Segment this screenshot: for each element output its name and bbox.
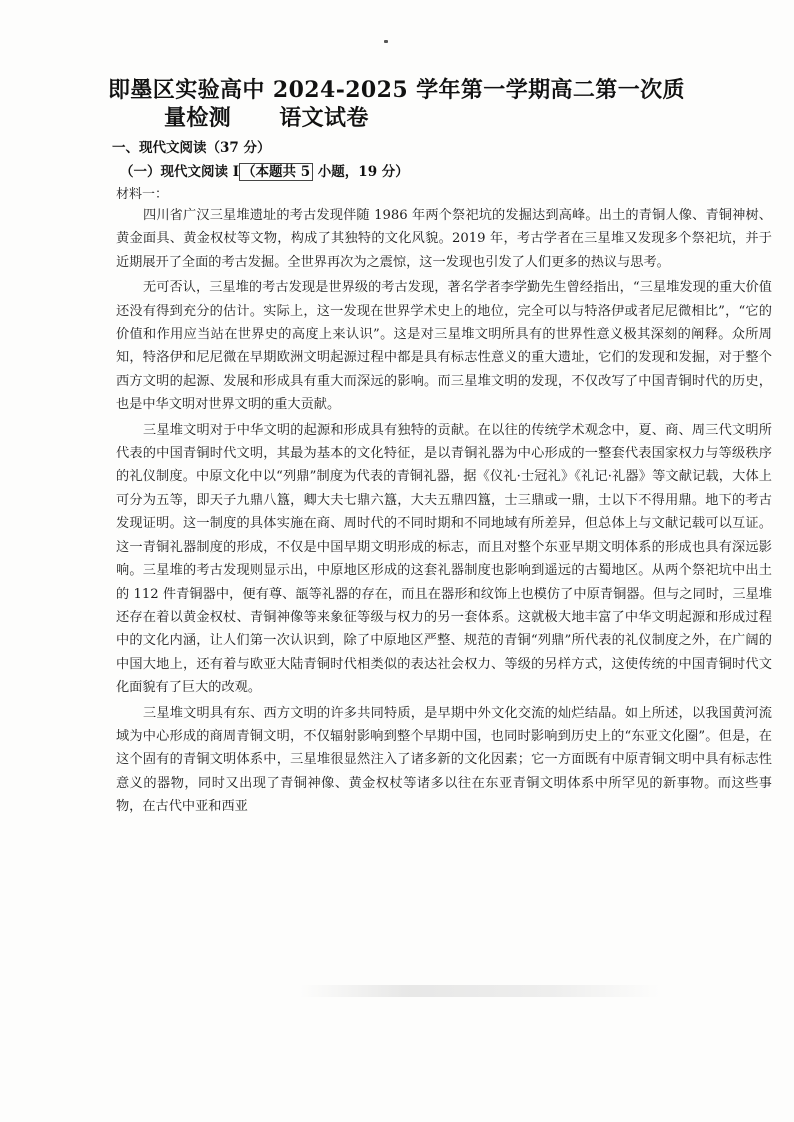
paragraph: 三星堆文明具有东、西方文明的许多共同特质，是早期中外文化交流的灿烂结晶。如上所述，以我国黄河流域为中心形成的商周青铜文明，不仅辐射影响到整个早期中国，也同时影响到历史上的“东亚文化圈”。但是，在这个固有的青铜文明体系中，三星堆很显然注入了诸多新的文化因素；它一方面既有中原青铜文明中具有标志性意义的器物，同时又出现了青铜神像、黄金权杖等诸多以往在东亚青铜文明体系中所罕见的新事物。而这些事物，在古代中亚和西亚 [116, 705, 772, 815]
scan-faded-strip [300, 985, 660, 997]
exam-title-part-b: 语文试卷 [279, 105, 369, 131]
exam-title-line2 [108, 104, 748, 132]
scan-speck [384, 40, 388, 43]
exam-title-line1: 即墨区实验高中 2024-2025 学年第一学期高二第一次质 [108, 77, 685, 103]
section-heading: 一、现代文阅读（37 分） [112, 140, 271, 156]
sub-heading-suffix: 小题，19 分） [313, 164, 409, 180]
material-label: 材料一： [116, 187, 169, 202]
sub-heading [120, 160, 409, 180]
paragraph: 无可否认，三星堆的考古发现是世界级的考古发现，著名学者李学勤先生曾经指出，“三星堆发现的重大价值还没有得到充分的估计。实际上，这一发现在世界学术史上的地位，完全可以与特洛伊或者尼尼微相比”，“它的价值和作用应当站在世界史的高度上来认识”。这是对三星堆文明所具有的世界性意义极其深刻的阐释。众所周知，特洛伊和尼尼微在早期欧洲文明起源过程中都是具有标志性意义的重大遗址，它们的发现和发掘，对于整个西方文明的起源、发展和形成具有重大而深远的影响。而三星堆文明的发现，不仅改写了中国青铜时代的历史，也是中华文明对世界文明的重大贡献。 [116, 280, 772, 413]
sub-heading-boxed: （本题共 5 [239, 163, 313, 181]
sub-heading-prefix: （一）现代文阅读 I [120, 164, 240, 180]
exam-title [108, 76, 748, 132]
paragraph: 四川省广汉三星堆遗址的考古发现伴随 1986 年两个祭祀坑的发掘达到高峰。出土的青铜人像、青铜神树、黄金面具、黄金权杖等文物，构成了其独特的文化风貌。2019 年，考古学者在三星堆又发现多个祭祀坑，并于近期展开了全面的考古发掘。全世界再次为之震惊，这一发现也引发了人们更多的热议与思考。 [116, 208, 772, 270]
paragraph: 三星堆文明对于中华文明的起源和形成具有独特的贡献。在以往的传统学术观念中，夏、商、周三代文明所代表的中国青铜时代文明，其最为基本的文化特征，是以青铜礼器为中心形成的一整套代表国家权力与等级秩序的礼仪制度。中原文化中以“列鼎”制度为代表的青铜礼器，据《仪礼·士冠礼》《礼记·礼器》等文献记载，大体上可分为五等，即天子九鼎八簋，卿大夫七鼎六簋，大夫五鼎四簋，士三鼎或一鼎，士以下不得用鼎。地下的考古发现证明。这一制度的具体实施在商、周时代的不同时期和不同地域有所差异，但总体上与文献记载可以互证。这一青铜礼器制度的形成，不仅是中国早期文明形成的标志，而且对整个东亚早期文明体系的形成也具有深远影响。三星堆的考古发现则显示出，中原地区形成的这套礼器制度也影响到遥远的古蜀地区。从两个祭祀坑中出土的 112 件青铜器中，便有尊、瓿等礼器的存在，而且在器形和纹饰上也模仿了中原青铜器。但与之同时，三星堆还存在着以黄金权杖、青铜神像等来象征等级与权力的另一套体系。这就极大地丰富了中华文明起源和形成过程中的文化内涵，让人们第一次认识到，除了中原地区严整、规范的青铜“列鼎”所代表的礼仪制度之外，在广阔的中国大地上，还有着与欧亚大陆青铜时代相类似的表达社会权力、等级的另样方式，这使传统的中国青铜时代文化面貌有了巨大的改观。 [116, 422, 772, 696]
exam-title-part-a: 量检测 [164, 105, 232, 131]
passage [116, 204, 772, 821]
